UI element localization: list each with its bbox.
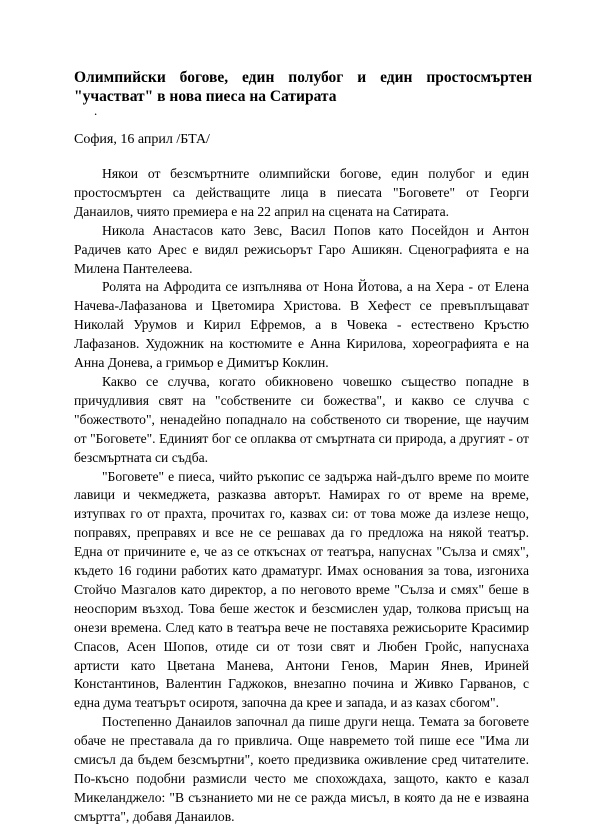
paragraph: Какво се случва, когато обикновено човешко същество попадне в причудливия свят на "собствените си божества", и какво се случва с "божеството", ненадейно попаднало на собственото си творение, ще научим от "Боговете". Единият бог се оплаква от смъртната си природа, а другият - от безсмъртната си съдба. <box>74 373 529 465</box>
dot-mark: . <box>94 103 98 118</box>
paragraph: Някои от безсмъртните олимпийски богове, един полубог и един простосмъртен са действащите лица в пиесата "Боговете" от Георги Данаилов, чиято премиера е на 22 април на сцената на Сатирата. <box>74 166 529 219</box>
article-title: Олимпийски богове, един полубог и един простосмъртен "участват" в нова пиеса на Сатирата <box>74 69 532 105</box>
paragraph: Ролята на Афродита се изпълнява от Нона Йотова, а на Хера - от Елена Начева-Лафазанова и Цветомира Христова. В Хефест се превъплъщават Николай Урумов и Кирил Ефремов, а в Човека - естествено Кръстю Лафазанов. Художник на костюмите е Анна Кирилова, хореографията е на Анна Донева, а гримьор е Димитър Коклин. <box>74 279 529 371</box>
paragraph: "Боговете" е пиеса, чийто ръкопис се задържа най-дълго време по моите лавици и чекмеджета, разказва авторът. Намирах го от време на време, изтупвах го от прахта, прочитах го, казвах си: от това може да излезе нещо, поправях, преправях и все не се решавах да го предложа на някой театър. Една от причините е, че аз се откъснах от театъра, напуснах "Сълза и смях", където 16 години работих като драматург. Имах основания за това, изгониха Стойчо Мазгалов като директор, а по неговото време "Сълза и смях" беше в неоспорим възход. Това беше жесток и безсмислен удар, толкова присъщ на онези времена. След като в театъра вече не поставяха режисьорите Красимир Спасов, Асен Шопов, отиде си от този свят и Любен Гройс, напуснаха артисти като Цветана Манева, Антони Генов, Марин Янев, Ириней Константинов, Валентин Гаджоков, внезапно почина и Живко Гарванов, с една дума театърът осиротя, започна да крее и запада, и аз казах сбогом". <box>74 468 529 711</box>
paragraph: Никола Анастасов като Зевс, Васил Попов като Посейдон и Антон Радичев като Арес е видял режисьорът Гаро Ашикян. Сценографията е на Милена Пантелеева. <box>74 222 529 276</box>
article-body <box>74 165 529 827</box>
dateline: София, 16 април /БТА/ <box>74 132 210 147</box>
paragraph: Постепенно Данаилов започнал да пише други неща. Темата за боговете обаче не преставала да го привлича. Още навремето той пише есе "Има ли смисъл да бъдем безсмъртни", което предизвика оживление сред читателите. По-късно подобни размисли често ме спохождаха, защото, както е казал Микеланджело: "В съзнанието ми не се ражда мисъл, в която да не е изваяна смъртта", добавя Данаилов. <box>74 714 529 824</box>
